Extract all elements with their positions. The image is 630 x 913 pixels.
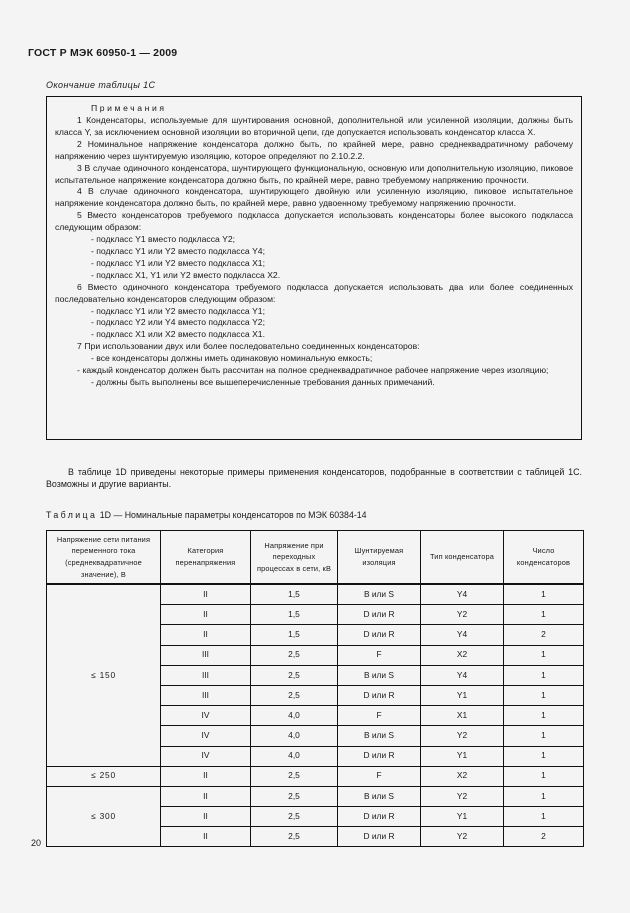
cell-capacitor-count: 1 xyxy=(504,605,584,625)
cell-bridged-insulation: F xyxy=(338,645,421,665)
cell-overvoltage-category: IV xyxy=(161,746,251,766)
cell-mains-voltage: ≤ 250 xyxy=(47,766,161,786)
cell-bridged-insulation: B или S xyxy=(338,786,421,806)
table-header xyxy=(47,531,584,585)
cell-bridged-insulation: B или S xyxy=(338,726,421,746)
cell-capacitor-type: Y1 xyxy=(421,685,504,705)
notes-box xyxy=(46,96,582,440)
cell-bridged-insulation: B или S xyxy=(338,584,421,605)
cell-capacitor-type: Y4 xyxy=(421,625,504,645)
cell-capacitor-count: 1 xyxy=(504,786,584,806)
note-6-bullet-3: - подкласс X1 или X2 вместо подкласса X1. xyxy=(91,329,265,340)
cell-bridged-insulation: D или R xyxy=(338,827,421,847)
note-item-2: 2 Номинальное напряжение конденсатора должно быть, по крайней мере, равно среднеквадратичному рабочему напряжению через шунтируемую изоляцию, которое определяют по 2.10.2.2. xyxy=(55,138,573,161)
table-caption-text: — Номинальные параметры конденсаторов по МЭК 60384-14 xyxy=(113,510,367,520)
cell-overvoltage-category: IV xyxy=(161,726,251,746)
note-5-bullet-2: - подкласс Y1 или Y2 вместо подкласса Y4; xyxy=(91,245,265,256)
cell-overvoltage-category: II xyxy=(161,807,251,827)
table-body xyxy=(47,584,584,847)
note-5-bullet-4: - подкласс X1, Y1 или Y2 вместо подкласса X2. xyxy=(91,269,281,280)
cell-transient-voltage: 2,5 xyxy=(251,645,338,665)
cell-capacitor-type: Y4 xyxy=(421,584,504,605)
notes-title: Примечания xyxy=(91,103,167,113)
note-6-bullet-1: - подкласс Y1 или Y2 вместо подкласса Y1; xyxy=(91,305,265,316)
table-caption-label: Таблица xyxy=(46,510,98,520)
cell-transient-voltage: 2,5 xyxy=(251,766,338,786)
cell-transient-voltage: 4,0 xyxy=(251,706,338,726)
cell-overvoltage-category: II xyxy=(161,827,251,847)
col-header-capacitor-count: Число конденсаторов xyxy=(504,531,584,585)
cell-transient-voltage: 1,5 xyxy=(251,584,338,605)
note-7-bullet-1: - все конденсаторы должны иметь одинаковую номинальную емкость; xyxy=(91,353,373,364)
standard-header: ГОСТ Р МЭК 60950-1 — 2009 xyxy=(28,47,178,59)
note-item-5: 5 Вместо конденсаторов требуемого подкласса допускается использовать конденсаторы более высокого подкласса следующим образом: xyxy=(55,210,573,233)
cell-capacitor-type: Y2 xyxy=(421,605,504,625)
cell-overvoltage-category: IV xyxy=(161,706,251,726)
cell-capacitor-count: 1 xyxy=(504,807,584,827)
note-item-4: 4 В случае одиночного конденсатора, шунтирующего двойную или усиленную изоляцию, пиковое испытательное напряжение конденсатора должно быть, по крайней мере, равно удвоенному требуемому напряжению прочности. xyxy=(55,186,573,209)
cell-bridged-insulation: F xyxy=(338,766,421,786)
note-item-1: 1 Конденсаторы, используемые для шунтирования основной, дополнительной или усиленной изоляции, должны быть класса Y, за исключением основной изоляции во вторичной цепи, где допускается использовать конденсатор класса X. xyxy=(55,115,573,137)
note-item-7: 7 При использовании двух или более последовательно соединенных конденсаторов: xyxy=(77,341,420,352)
cell-capacitor-type: X2 xyxy=(421,766,504,786)
cell-capacitor-count: 1 xyxy=(504,726,584,746)
cell-bridged-insulation: D или R xyxy=(338,685,421,705)
table-caption-number: 1D xyxy=(99,510,111,520)
cell-overvoltage-category: II xyxy=(161,786,251,806)
table-row xyxy=(47,584,584,605)
table-continuation-caption: Окончание таблицы 1С xyxy=(46,80,156,90)
cell-capacitor-count: 1 xyxy=(504,645,584,665)
cell-capacitor-type: Y2 xyxy=(421,726,504,746)
cell-overvoltage-category: III xyxy=(161,645,251,665)
note-item-6: 6 Вместо одиночного конденсатора требуемого подкласса допускается использовать два или более соединенных последовательно конденсаторов следующим образом: xyxy=(55,281,573,304)
cell-overvoltage-category: II xyxy=(161,766,251,786)
cell-capacitor-count: 1 xyxy=(504,685,584,705)
cell-bridged-insulation: D или R xyxy=(338,605,421,625)
cell-bridged-insulation: D или R xyxy=(338,807,421,827)
cell-bridged-insulation: B или S xyxy=(338,665,421,685)
cell-transient-voltage: 1,5 xyxy=(251,605,338,625)
cell-overvoltage-category: III xyxy=(161,665,251,685)
note-5-bullet-3: - подкласс Y1 или Y2 вместо подкласса X1; xyxy=(91,257,265,268)
cell-mains-voltage: ≤ 300 xyxy=(47,786,161,847)
col-header-bridged-insulation: Шунтируемая изоляция xyxy=(338,531,421,585)
cell-capacitor-count: 1 xyxy=(504,766,584,786)
note-6-bullet-2: - подкласс Y2 или Y4 вместо подкласса Y2; xyxy=(91,317,265,328)
note-5-bullet-1: - подкласс Y1 вместо подкласса Y2; xyxy=(91,234,236,245)
cell-transient-voltage: 1,5 xyxy=(251,625,338,645)
cell-capacitor-type: Y1 xyxy=(421,807,504,827)
cell-capacitor-count: 1 xyxy=(504,584,584,605)
cell-capacitor-type: X1 xyxy=(421,706,504,726)
cell-capacitor-count: 2 xyxy=(504,625,584,645)
cell-transient-voltage: 2,5 xyxy=(251,807,338,827)
table-row xyxy=(47,786,584,806)
col-header-transient-voltage: Напряжение при переходных процессах в сети, кВ xyxy=(251,531,338,585)
cell-capacitor-type: Y2 xyxy=(421,827,504,847)
note-7-bullet-2: - каждый конденсатор должен быть рассчитан на полное среднеквадратичное рабочее напряжение через изоляцию; xyxy=(77,365,549,376)
cell-capacitor-count: 1 xyxy=(504,665,584,685)
cell-transient-voltage: 4,0 xyxy=(251,726,338,746)
cell-transient-voltage: 2,5 xyxy=(251,827,338,847)
cell-overvoltage-category: II xyxy=(161,625,251,645)
cell-overvoltage-category: II xyxy=(161,605,251,625)
cell-transient-voltage: 2,5 xyxy=(251,665,338,685)
cell-capacitor-count: 1 xyxy=(504,746,584,766)
cell-transient-voltage: 2,5 xyxy=(251,685,338,705)
cell-overvoltage-category: III xyxy=(161,685,251,705)
table-header-row xyxy=(47,531,584,585)
cell-capacitor-type: Y4 xyxy=(421,665,504,685)
cell-capacitor-count: 2 xyxy=(504,827,584,847)
cell-capacitor-type: X2 xyxy=(421,645,504,665)
table-row xyxy=(47,766,584,786)
cell-transient-voltage: 2,5 xyxy=(251,786,338,806)
cell-overvoltage-category: II xyxy=(161,584,251,605)
col-header-overvoltage-category: Категория перенапряжения xyxy=(161,531,251,585)
cell-capacitor-type: Y2 xyxy=(421,786,504,806)
cell-bridged-insulation: F xyxy=(338,706,421,726)
table-1d xyxy=(46,530,584,847)
note-item-3: 3 В случае одиночного конденсатора, шунтирующего функциональную, основную или дополнительную изоляцию, пиковое испытательное напряжение конденсатора должно быть, по крайней мере, равно требуемому напряжению прочности. xyxy=(55,162,573,185)
cell-mains-voltage: ≤ 150 xyxy=(47,584,161,766)
col-header-capacitor-type: Тип конденсатора xyxy=(421,531,504,585)
cell-capacitor-type: Y1 xyxy=(421,746,504,766)
cell-transient-voltage: 4,0 xyxy=(251,746,338,766)
cell-capacitor-count: 1 xyxy=(504,706,584,726)
note-7-bullet-3: - должны быть выполнены все вышеперечисленные требования данных примечаний. xyxy=(91,376,435,387)
intro-paragraph: В таблице 1D приведены некоторые примеры применения конденсаторов, подобранные в соответствии с таблицей 1С. Возможны и другие варианты. xyxy=(46,467,582,490)
cell-bridged-insulation: D или R xyxy=(338,625,421,645)
cell-bridged-insulation: D или R xyxy=(338,746,421,766)
page-number: 20 xyxy=(31,838,42,848)
col-header-mains-voltage: Напряжение сети питания переменного тока (среднеквадратичное значение), В xyxy=(47,531,161,585)
table-1d-caption xyxy=(46,510,367,520)
